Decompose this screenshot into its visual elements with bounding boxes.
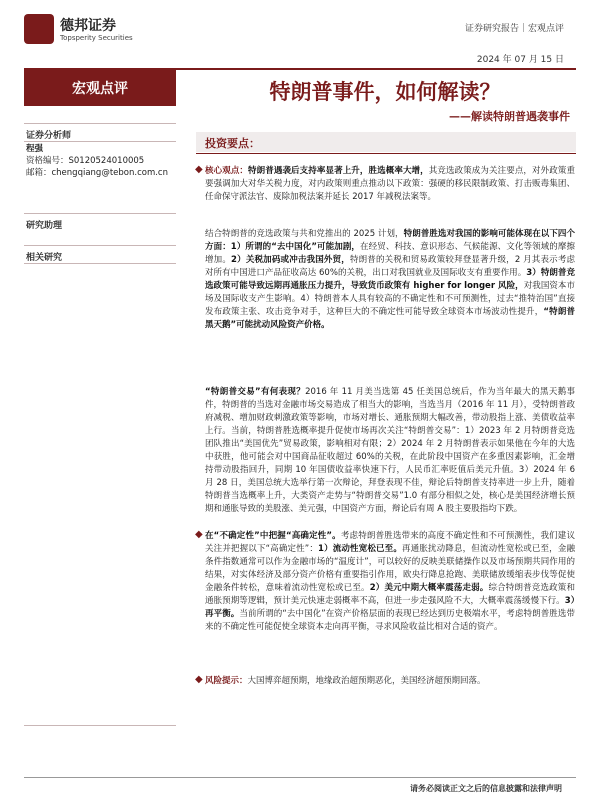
bullet-icon: ◆ bbox=[195, 674, 203, 685]
related-heading: 相关研究 bbox=[26, 253, 63, 263]
footer-disclaimer[interactable]: 请务必阅读正文之后的信息披露和法律声明 bbox=[410, 784, 562, 793]
paragraph-certainty: 在“不确定性”中把握“高确定性”。考虑特朗普胜选带来的高度不确定性和不可预测性，我们建议关注并把握以下“高确定性”：1）流动性宽松已至。再通胀扰动降息，但流动性宽松或已至，金融条件指数通常可以作为金融市场的“温度计”，可以较好的反映美联储操作以及市场预期共同作用的结果，对实体经济及部分资产价格有重要指引作用，欧央行降息抢跑、美联储放缓缩表步伐等促使金融条件转松，意味着流动性宽松或已至。2）美元中期大概率震荡走弱。综合特朗普竞选政策和通胀预期等逻辑，预计美元快速走弱概率不高，但进一步走强风险不大，大概率震荡缓慢下行。3）再平衡。当前所谓的“去中国化”在资产价格层面的表现已经达到历史极端水平，考虑特朗普胜选带来的不确定性可能促使全球资本走向再平衡，寻求风险收益比相对合适的资产。 bbox=[205, 531, 576, 632]
report-type: 证券研究报告｜宏观点评 bbox=[464, 24, 564, 34]
key-points-divider bbox=[196, 153, 576, 154]
sidebar-divider bbox=[24, 123, 176, 124]
paragraph-core-view: 核心观点：特朗普遇袭后支持率显著上升，胜选概率大增，其竞选政策成为关注要点，对外政策重要强调加大对华关税力度，对内政策则重点推动以下政策：强硬的移民限制政策、打击贩毒集团、任命保守派法官、废除加税法案并延长 2017 年减税法案等。 bbox=[205, 166, 575, 202]
paragraph-trump-trade: “特朗普交易”有何表现？2016 年 11 月美当选第 45 任美国总统后，作为当年最大的黑天鹅事件，特朗普的当选对金融市场交易造成了相当大的影响，当选当月（2016 年 11 月），受特朗普政府减税、增加财政刺激政策等影响，市场对增长、通胀预期大幅改善，带动股指上涨、美债收益率上行。当前，特朗普胜选概率提升促使市场再次关注“特朗普交易”：1）2023 年 2 月特朗普竞选团队推出“美国优先”贸易政策，影响相对有限；2）2024 年 2 月特朗普表示如果他在今年的大选中获胜，他可能会对中国商品征收超过 60%的关税，在此阶段中国资产在多重因素影响，汇金增持带动股指回升，同期 10 年国债收益率快速下行，人民币汇率贬值后美元升值。3）2024 年 6 月 28 日，美国总统大选举行第一次辩论，拜登表现不佳，辩论后特朗普支持率进一步上升，随着特朗普当选概率上升，大类资产走势与“特朗普交易”1.0 有部分相似之处，核心是美国经济增长预期和通胀导致的美股涨、美元强，中国资产方面，辩论后有周 A 股主要股指均下跌。 bbox=[205, 387, 575, 514]
paragraph-risk: 风险提示：大国博弈超预期，地缘政治超预期恶化，美国经济超预期回落。 bbox=[205, 676, 486, 686]
footer-divider bbox=[24, 777, 576, 778]
analyst-name: 程强 bbox=[26, 144, 44, 154]
analyst-heading: 证券分析师 bbox=[26, 131, 72, 141]
sidebar-divider bbox=[24, 263, 176, 264]
assistant-heading: 研究助理 bbox=[26, 221, 63, 231]
sidebar-divider bbox=[24, 213, 176, 214]
category-banner: 宏观点评 bbox=[24, 70, 176, 106]
report-date: 2024 年 07 月 15 日 bbox=[476, 55, 564, 65]
sidebar-divider bbox=[24, 245, 176, 246]
paragraph-impact: 结合特朗普的竞选政策与共和党推出的 2025 计划，特朗普胜选对我国的影响可能体现在以下四个方面：1）所谓的“去中国化”可能加剧，在经贸、科技、意识形态、气候能源、文化等领域的摩擦增加。2）关税加码或冲击我国外贸，特朗普的关税和贸易政策较拜登显著升级，2 月其表示考虑对所有中国进口产品征收高达 60%的关税，出口对我国就业及国际收支有重要作用。3）特朗普竞选政策可能导致远期再通胀压力提升，导致货币政策有 higher for longer 风险，对我国资本市场及国际收支产生影响。4）特朗普本人具有较高的不确定性和不可预测性，过去“推特治国”直接发布政策主张、攻击竞争对手，这种巨大的不确定性可能导致全球资本市场波动性提升，“特朗普黑天鹅”可能扰动风险资产价格。 bbox=[205, 229, 575, 330]
bullet-icon: ◆ bbox=[195, 164, 203, 175]
brand-name-cn: 德邦证券 bbox=[60, 18, 116, 34]
bullet-icon: ◆ bbox=[195, 529, 203, 540]
brand-name-en: Topsperity Securities bbox=[60, 34, 133, 42]
report-title: 特朗普事件，如何解读？ bbox=[269, 80, 501, 104]
sidebar-divider bbox=[24, 141, 176, 142]
sidebar-divider bbox=[24, 725, 176, 726]
key-points-heading: 投资要点： bbox=[205, 137, 260, 150]
company-logo-icon bbox=[24, 14, 54, 44]
analyst-email[interactable]: 邮箱：chengqiang@tebon.com.cn bbox=[26, 168, 168, 178]
report-subtitle: ——解读特朗普遇袭事件 bbox=[449, 110, 570, 123]
analyst-cert: 资格编号：S0120524010005 bbox=[26, 156, 145, 166]
